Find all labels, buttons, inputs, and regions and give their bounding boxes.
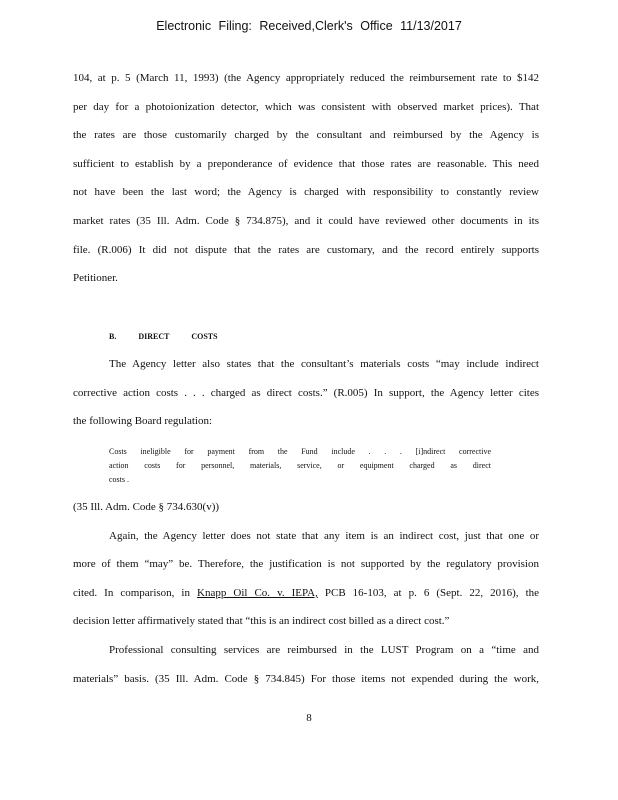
case-name-underlined: Knapp Oil Co. v. IEPA,: [197, 587, 318, 599]
paragraph-line: file. (R.006) It did not dispute that the rates are customary, and the record entirely supports: [73, 244, 539, 256]
paragraph-line: [73, 586, 539, 600]
paragraph-line: more of them “may” be. Therefore, the justification is not supported by the regulatory provision: [73, 558, 539, 570]
citation-text-after: PCB 16-103, at p. 6 (Sept. 22, 2016), the: [324, 587, 540, 599]
page-number: 8: [306, 712, 312, 724]
section-letter: B.: [109, 332, 117, 341]
paragraph-line: sufficient to establish by a preponderance of evidence that those rates are reasonable. This need: [73, 158, 539, 170]
block-quote-line: costs .: [109, 475, 129, 484]
paragraph-line: Petitioner.: [73, 272, 118, 284]
block-quote-line: Costs ineligible for payment from the Fund include . . . [i]ndirect corrective: [109, 447, 491, 456]
section-title: DIRECT COSTS: [138, 332, 218, 341]
paragraph-line: the rates are those customarily charged by the consultant and reimbursed by the Agency is: [73, 129, 539, 141]
paragraph-line: the following Board regulation:: [73, 415, 212, 427]
paragraph-line: materials” basis. (35 Ill. Adm. Code § 734.845) For those items not expended during the work,: [73, 673, 539, 685]
citation-line: (35 Ill. Adm. Code § 734.630(v)): [73, 501, 220, 513]
paragraph-line: corrective action costs . . . charged as direct costs.” (R.005) In support, the Agency letter cites: [73, 387, 539, 399]
paragraph-line: Again, the Agency letter does not state that any item is an indirect cost, just that one or: [109, 530, 539, 542]
section-heading: [109, 332, 218, 341]
electronic-filing-header: Electronic Filing: Received,Clerk's Office 11/13/2017: [156, 19, 462, 33]
paragraph-line: Professional consulting services are reimbursed in the LUST Program on a “time and: [109, 644, 539, 656]
paragraph-line: decision letter affirmatively stated that “this is an indirect cost billed as a direct cost.”: [73, 615, 450, 627]
citation-text-before: cited. In comparison, in: [73, 587, 190, 599]
paragraph-line: not have been the last word; the Agency is charged with responsibility to constantly review: [73, 186, 539, 198]
block-quote-line: action costs for personnel, materials, service, or equipment charged as direct: [109, 461, 491, 470]
paragraph-line: The Agency letter also states that the consultant’s materials costs “may include indirect: [109, 358, 539, 370]
paragraph-line: per day for a photoionization detector, which was consistent with observed market prices). That: [73, 101, 539, 113]
paragraph-line: market rates (35 Ill. Adm. Code § 734.875), and it could have reviewed other documents in its: [73, 215, 539, 227]
paragraph-line: 104, at p. 5 (March 11, 1993) (the Agency appropriately reduced the reimbursement rate to $142: [73, 72, 539, 84]
